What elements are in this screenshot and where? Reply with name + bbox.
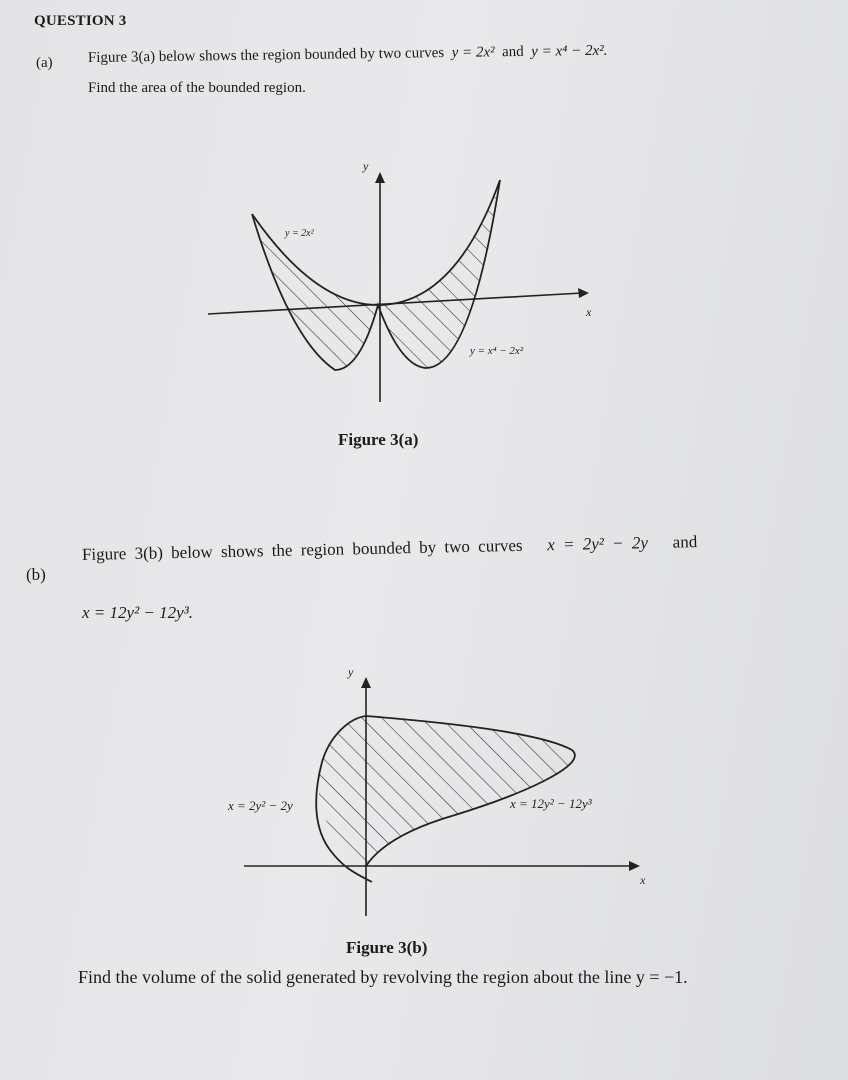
- figure-3a-curve2-label: y = x⁴ − 2x²: [470, 345, 524, 357]
- figure-3b: [227, 665, 646, 916]
- part-b-and: and: [672, 532, 698, 552]
- part-a-and: and: [501, 43, 524, 61]
- part-b-equation-1: x = 2y² − 2y: [547, 533, 649, 555]
- question-heading: QUESTION 3: [34, 13, 127, 29]
- figure-3a-y-label: y: [363, 159, 369, 173]
- part-b-label: (b): [26, 565, 46, 584]
- figure-3a: [208, 159, 592, 402]
- figure-3a-region-left: [252, 214, 378, 370]
- figure-3b-x-label: x: [640, 873, 646, 887]
- part-a-instruction: Find the area of the bounded region.: [88, 80, 306, 96]
- part-b-question: Find the volume of the solid generated by revolving the region about the line y = −1.: [78, 967, 688, 987]
- part-b-equation-2: x = 12y² − 12y³.: [82, 603, 194, 622]
- figure-3a-caption: Figure 3(a): [338, 430, 419, 449]
- part-b-statement-text: Figure 3(b) below shows the region bounded by two curves: [81, 535, 523, 564]
- part-a-statement-text: Figure 3(a) below shows the region bounded by two curves: [87, 45, 445, 66]
- figure-3b-x-arrow: [629, 861, 640, 871]
- figure-3a-curve1-label: y = 2x²: [285, 228, 314, 239]
- figure-3a-x-label: x: [586, 305, 592, 319]
- figure-3a-x-arrow: [578, 288, 589, 298]
- figure-3b-curve1-label: x = 2y² − 2y: [228, 798, 293, 813]
- part-a-equation-1: y = 2x²: [451, 44, 495, 61]
- figure-3b-caption: Figure 3(b): [346, 938, 428, 957]
- figure-3b-y-label: y: [348, 665, 354, 679]
- part-a-label: (a): [36, 55, 53, 71]
- part-a-equation-2: y = x⁴ − 2x².: [531, 42, 608, 60]
- figure-3a-y-arrow: [375, 172, 385, 183]
- figure-3b-curve2-label: x = 12y² − 12y³: [510, 796, 592, 811]
- figure-3b-y-arrow: [361, 677, 371, 688]
